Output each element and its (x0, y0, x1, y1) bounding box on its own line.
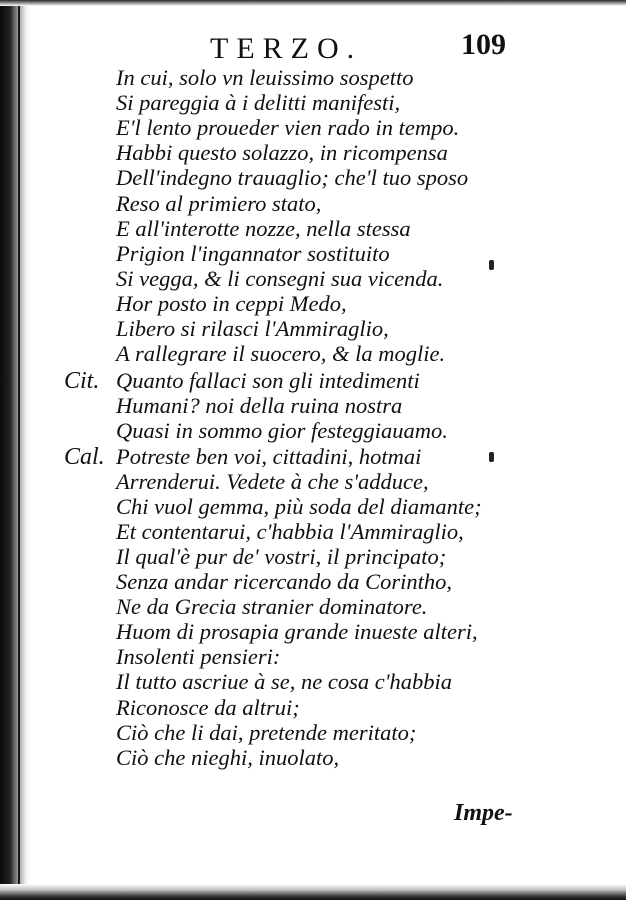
page-binding-shadow (0, 0, 30, 900)
verse-line: Huom di prosapia grande inueste alteri, (116, 619, 478, 645)
verse-line: Ne da Grecia stranier dominatore. (116, 594, 428, 620)
verse-line: Chi vuol gemma, più soda del diamante; (116, 493, 482, 519)
verse-line: Il tutto ascriue à se, ne cosa c'habbia (116, 669, 453, 695)
verse-line: Habbi questo solazzo, in ricompensa (116, 140, 448, 166)
verse-line: Il qual'è pur de' vostri, il principato; (116, 543, 447, 569)
verse-line: A rallegrare il suocero, & la moglie. (116, 341, 446, 367)
gutter-line (18, 0, 20, 900)
verse-line: E all'interotte nozze, nella stessa (116, 215, 411, 241)
verse-line: Riconosce da altrui; (116, 694, 300, 720)
verse-line: Ciò che nieghi, inuolato, (116, 744, 340, 770)
speaker-label: Cit. (64, 368, 100, 395)
verse-line: Hor posto in ceppi Medo, (116, 290, 347, 316)
page-number: 109 (461, 28, 506, 61)
page-top-edge (0, 0, 626, 6)
verse-line: Ciò che li dai, pretende meritato; (116, 719, 417, 745)
verse-line: Arrenderui. Vedete à che s'adduce, (116, 468, 429, 494)
verse-line: Quanto fallaci son gli intedimenti (116, 368, 420, 394)
verse-line: E'l lento proueder vien rado in tempo. (116, 115, 460, 141)
verse-line: Senza andar ricercando da Corintho, (116, 569, 453, 594)
verse-line: Si pareggia à i delitti manifesti, (116, 90, 401, 116)
speaker-label: Cal. (64, 443, 105, 470)
catchword: Impe- (454, 800, 513, 826)
verse-line: Et contentarui, c'habbia l'Ammiraglio, (116, 518, 464, 544)
verse-line: Libero si rilasci l'Ammiraglio, (116, 316, 389, 341)
ink-speck (489, 260, 494, 270)
running-head: TERZO. (210, 32, 363, 65)
verse-line: Dell'indegno trauaglio; che'l tuo sposo (116, 165, 469, 191)
verse-line: Si vegga, & li consegni sua vicenda. (116, 265, 444, 291)
verse-line: Insolenti pensieri: (116, 644, 281, 670)
verse-line: In cui, solo vn leuissimo sospetto (116, 65, 414, 90)
page-bottom-edge (0, 884, 626, 900)
verse-line: Prigion l'ingannator sostituito (116, 240, 390, 266)
page-header (210, 28, 520, 68)
verse-line: Reso al primiero stato, (116, 190, 322, 216)
verse-line: Potreste ben voi, cittadini, hotmai (116, 443, 422, 469)
verse-line: Humani? noi della ruina nostra (116, 393, 403, 419)
ink-speck (489, 452, 494, 462)
verse-line: Quasi in sommo gior festeggiauamo. (116, 418, 448, 444)
